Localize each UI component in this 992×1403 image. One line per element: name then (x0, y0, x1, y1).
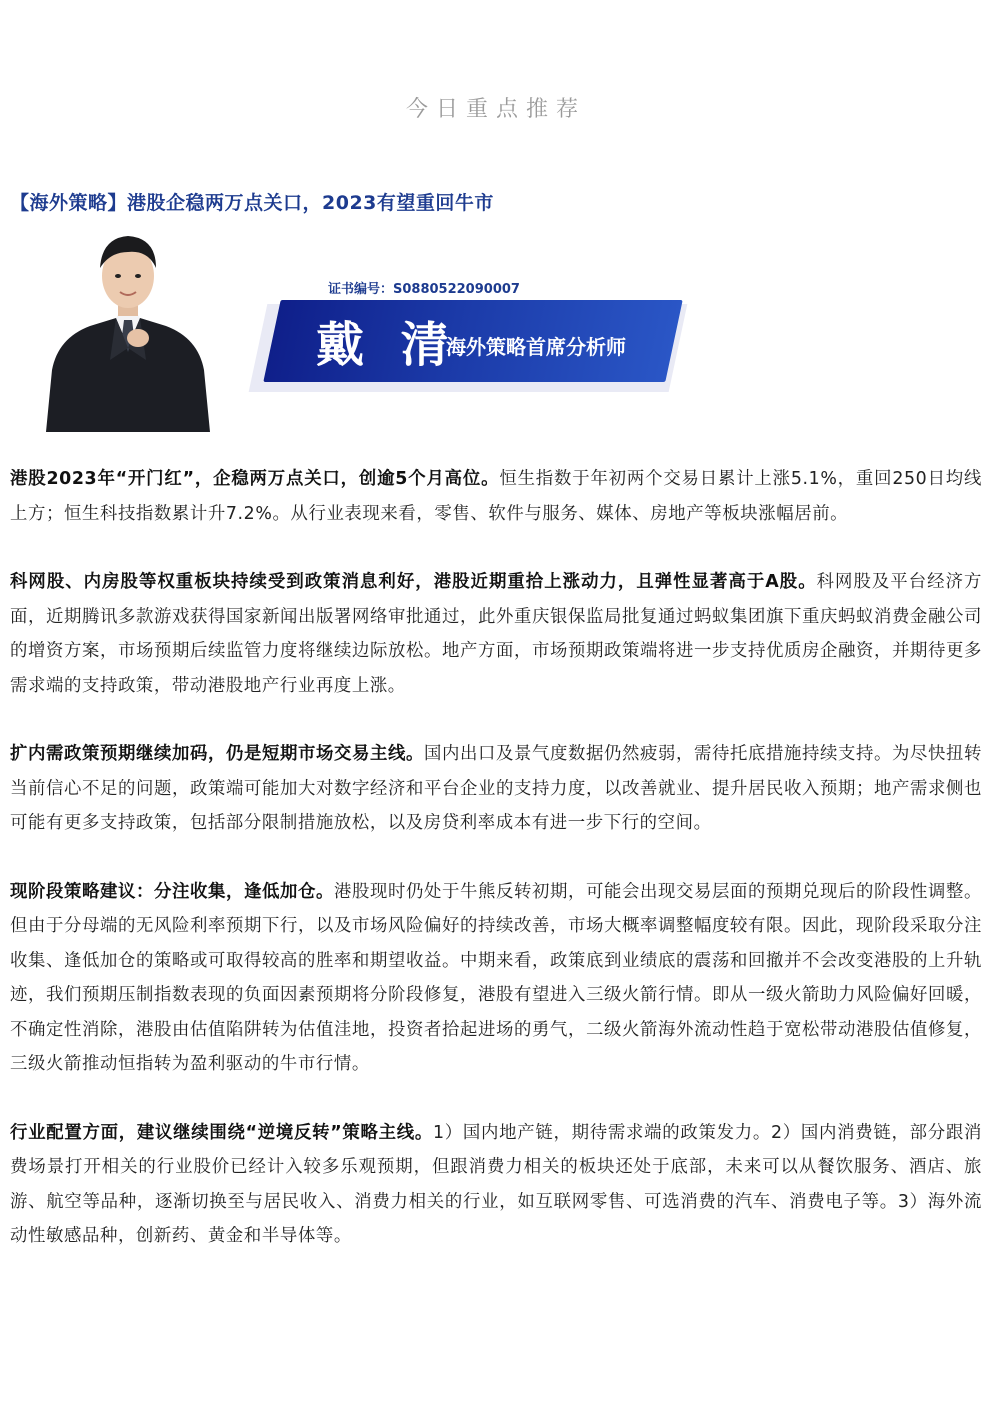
paragraph-text: 国内出口及景气度数据仍然疲弱，需待托底措施持续支持。为尽快扭转当前信心不足的问题，政策端可能加大对数字经济和平台企业的支持力度，以改善就业、提升居民收入预期；地产需求侧也可能有更多支持政策，包括部分限制措施放松，以及房贷利率成本有进一步下行的空间。 (10, 744, 982, 833)
analyst-name: 戴 清 (316, 317, 459, 373)
section-header: 今日重点推荐 (405, 97, 586, 122)
certificate-number: 证书编号：S0880522090007 (328, 282, 520, 297)
paragraph (10, 1116, 982, 1254)
paragraph-lead: 行业配置方面，建议继续围绕“逆境反转”策略主线。 (10, 1122, 434, 1143)
article-title[interactable]: 【海外策略】港股企稳两万点关口，2023有望重回牛市 (10, 192, 494, 214)
paragraph (10, 565, 982, 703)
paragraph-lead: 现阶段策略建议：分注收集，逢低加仓。 (10, 881, 334, 902)
paragraph-lead: 科网股、内房股等权重板块持续受到政策消息利好，港股近期重拾上涨动力，且弹性显著高于A股。 (10, 572, 817, 592)
analyst-role: 海外策略首席分析师 (446, 335, 626, 359)
paragraph (10, 737, 982, 841)
paragraph-lead: 港股2023年“开门红”，企稳两万点关口，创逾5个月高位。 (10, 469, 500, 489)
paragraph (10, 462, 982, 531)
paragraph-text: 港股现时仍处于牛熊反转初期，可能会出现交易层面的预期兑现后的阶段性调整。但由于分母端的无风险利率预期下行，以及市场风险偏好的持续改善，市场大概率调整幅度较有限。因此，现阶段采取分注收集、逢低加仓的策略或可取得较高的胜率和期望收益。中期来看，政策底到业绩底的震荡和回撤并不会改变港股的上升轨迹，我们预期压制指数表现的负面因素预期将分阶段修复，港股有望进入三级火箭行情。即从一级火箭助力风险偏好回暖，不确定性消除，港股由估值陷阱转为估值洼地，投资者拾起进场的勇气，二级火箭海外流动性趋于宽松带动港股估值修复，三级火箭推动恒指转为盈利驱动的牛市行情。 (10, 881, 982, 1074)
article-body (10, 462, 982, 1288)
paragraph-text: 1）国内地产链，期待需求端的政策发力。2）国内消费链，部分跟消费场景打开相关的行业股价已经计入较多乐观预期，但跟消费力相关的板块还处于底部，未来可以从餐饮服务、酒店、旅游、航空等品种，逐渐切换至与居民收入、消费力相关的行业，如互联网零售、可选消费的汽车、消费电子等。3）海外流动性敏感品种，创新药、黄金和半导体等。 (10, 1122, 983, 1246)
paragraph-text: 科网股及平台经济方面，近期腾讯多款游戏获得国家新闻出版署网络审批通过，此外重庆银保监局批复通过蚂蚁集团旗下重庆蚂蚁消费金融公司的增资方案，市场预期后续监管力度将继续边际放松。地产方面，市场预期政策端将进一步支持优质房企融资，并期待更多需求端的支持政策，带动港股地产行业再度上涨。 (10, 572, 982, 696)
paragraph-text: 恒生指数于年初两个交易日累计上涨5.1%，重回250日均线上方；恒生科技指数累计升7.2%。从行业表现来看，零售、软件与服务、媒体、房地产等板块涨幅居前。 (10, 469, 983, 524)
analyst-photo (38, 220, 218, 432)
paragraph (10, 875, 982, 1082)
paragraph-lead: 扩内需政策预期继续加码，仍是短期市场交易主线。 (10, 744, 424, 764)
analyst-card (0, 220, 992, 435)
